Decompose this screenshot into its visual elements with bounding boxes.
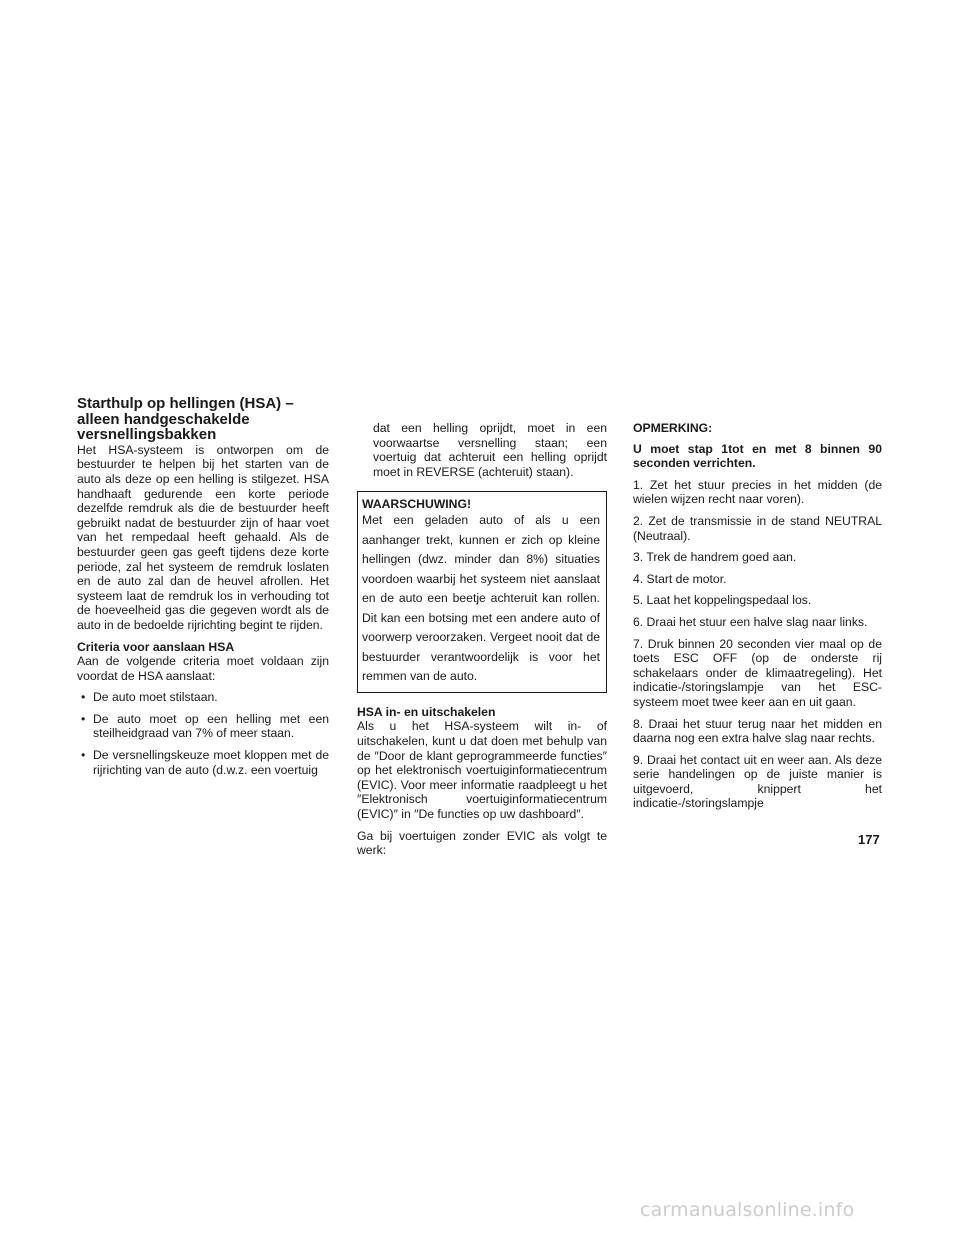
- warning-box: [357, 491, 607, 693]
- toggle-heading: HSA in- en uitschakelen: [357, 704, 496, 719]
- toggle-paragraph: Als u het HSA-systeem wilt in- of uitschakelen, kunt u dat doen met behulp van de ″Door de klant geprogrammeerde functies″ op het elektronisch voertuiginformatiecentrum (EVIC). Voor meer informatie raadpleegt u het ″Elektronisch voertuiginformatiecentrum (EVIC)″ in ″De functies op uw dashboard″.: [357, 719, 607, 822]
- criteria-heading: Criteria voor aanslaan HSA: [77, 639, 235, 654]
- left-column: [77, 396, 329, 784]
- no-evic-paragraph: Ga bij voertuigen zonder EVIC als volgt te werk:: [357, 828, 607, 858]
- bullet-text: De versnellingskeuze moet kloppen met de rijrichting van de auto (d.w.z. een voertuig: [93, 748, 329, 777]
- step-item: 7. Druk binnen 20 seconden vier maal op de toets ESC OFF (op de onderste rij schakelaars onder de klimaatregeling). Het indicatie-/storingslampje van het ESC-systeem moet twee keer aan en uit gaan.: [633, 636, 882, 709]
- bullet-item: [77, 712, 329, 741]
- bullet-text: De auto moet op een helling met een steilheidgraad van 7% of meer staan.: [93, 711, 329, 741]
- step-item: 2. Zet de transmissie in de stand NEUTRAL (Neutraal).: [633, 513, 882, 543]
- step-item: 6. Draai het stuur een halve slag naar links.: [633, 614, 868, 629]
- step-item: 3. Trek de handrem goed aan.: [633, 550, 797, 565]
- step-item: 8. Draai het stuur terug naar het midden en daarna nog een extra halve slag naar rechts.: [633, 716, 882, 746]
- section-title: Starthulp op hellingen (HSA) – alleen handgeschakelde versnellingsbakken: [77, 395, 294, 444]
- note-text: U moet stap 1tot en met 8 binnen 90 seconden verrichten.: [633, 441, 882, 471]
- page-number: 177: [858, 832, 880, 847]
- step-item: 5. Laat het koppelingspedaal los.: [633, 593, 812, 608]
- watermark: carmanualsonline.info: [640, 1199, 855, 1221]
- criteria-intro: Aan de volgende criteria moet voldaan zijn voordat de HSA aanslaat:: [77, 654, 329, 683]
- step-item: 1. Zet het stuur precies in het midden (de wielen wijzen recht naar voren).: [633, 477, 882, 507]
- middle-column: [357, 421, 607, 865]
- step-item: 9. Draai het contact uit en weer aan. Als deze serie handelingen op de juiste manier is uitgevoerd, knippert het indicatie-/storingslampje: [633, 752, 882, 811]
- continued-bullet-text: dat een helling oprijdt, moet in een voorwaartse versnelling staan; een voertuig dat achteruit een helling oprijdt moet in REVERSE (achteruit) staan).: [373, 421, 607, 479]
- bullet-item: [77, 690, 329, 705]
- warning-text: Met een geladen auto of als u een aanhanger trekt, kunnen er zich op kleine hellingen (dwz. minder dan 8%) situaties voordoen waarbij het systeem niet aanslaat en de auto een beetje achteruit kan rollen. Dit kan een botsing met een andere auto of voorwerp veroorzaken. Vergeet nooit dat de bestuurder verantwoordelijk is voor het remmen van de auto.: [362, 513, 600, 684]
- warning-title: WAARSCHUWING!: [362, 497, 471, 512]
- bullet-icon: •: [81, 711, 86, 726]
- bullet-item: [77, 748, 329, 777]
- right-column: [633, 421, 882, 818]
- note-heading: OPMERKING:: [633, 421, 713, 435]
- intro-paragraph: Het HSA-systeem is ontworpen om de bestuurder te helpen bij het starten van de auto als deze op een helling is stilgezet. HSA handhaaft gedurende een korte periode dezelfde remdruk als die de bestuurder heeft gebruikt nadat de bestuurder zijn of haar voet van het rempedaal heeft gehaald. Als de bestuurder geen gas geeft tijdens deze korte periode, zal het systeem de remdruk loslaten en de auto zal dan de heuvel afrollen. Het systeem laat de remdruk los in verhouding tot de hoeveelheid gas die gegeven wordt als de auto in de bedoelde rijrichting begint te rijden.: [77, 442, 329, 632]
- bullet-icon: •: [81, 748, 86, 763]
- bullet-text: De auto moet stilstaan.: [93, 690, 218, 705]
- step-item: 4. Start de motor.: [633, 571, 727, 586]
- bullet-icon: •: [81, 690, 86, 705]
